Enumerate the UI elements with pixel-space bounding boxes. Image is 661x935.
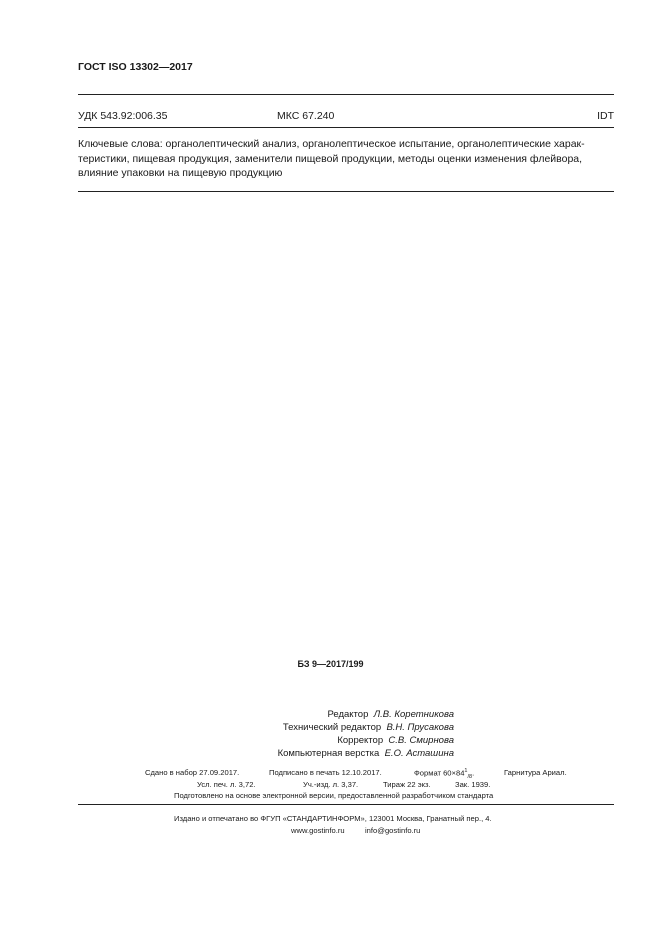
format-sub: /8 xyxy=(467,774,473,781)
imprint-print-sheets: Усл. печ. л. 3,72. xyxy=(197,780,256,789)
udk-code: УДК 543.92:006.35 xyxy=(78,110,168,122)
standard-title: ГОСТ ISO 13302—2017 xyxy=(78,61,193,73)
credit-editor xyxy=(200,708,454,721)
credit-name: В.Н. Прусакова xyxy=(386,722,454,733)
credit-role: Корректор xyxy=(337,735,384,746)
imprint-divider xyxy=(78,804,614,805)
credit-tech-editor xyxy=(200,721,454,734)
credits-block xyxy=(200,708,454,760)
keywords-divider xyxy=(78,191,614,192)
bz-number: БЗ 9—2017/199 xyxy=(297,659,364,669)
publisher-website[interactable]: www.gostinfo.ru xyxy=(291,826,345,835)
keywords-line: Ключевые слова: органолептический анализ, органолептическое испытание, органолептические харак- xyxy=(78,138,585,150)
imprint-signed: Подписано в печать 12.10.2017. xyxy=(269,768,382,777)
publisher-email[interactable]: info@gostinfo.ru xyxy=(365,826,421,835)
meta-divider xyxy=(78,127,614,128)
credit-role: Редактор xyxy=(327,709,369,720)
imprint-prepared: Подготовлено на основе электронной версии, предоставленной разработчиком стандарта xyxy=(174,791,494,800)
keywords-line: влияние упаковки на пищевую продукцию xyxy=(78,167,283,179)
keywords-block xyxy=(78,137,614,181)
credit-name: Л.В. Коретникова xyxy=(373,709,454,720)
credit-layout xyxy=(200,747,454,760)
format-sup: 1 xyxy=(464,768,468,774)
idt-label: IDT xyxy=(597,110,614,122)
imprint-format xyxy=(414,768,474,780)
top-divider xyxy=(78,94,614,95)
credit-role: Компьютерная верстка xyxy=(277,748,380,759)
mks-code: МКС 67.240 xyxy=(277,110,335,122)
format-prefix: Формат 60×84 xyxy=(414,768,465,778)
imprint-order: Зак. 1939. xyxy=(455,780,491,789)
imprint-typeface: Гарнитура Ариал. xyxy=(504,768,567,777)
credit-proofreader xyxy=(200,734,454,747)
imprint-circulation: Тираж 22 экз. xyxy=(383,780,431,789)
keywords-line: теристики, пищевая продукция, заменители пищевой продукции, методы оценки изменения флейвора, xyxy=(78,152,583,165)
credit-role: Технический редактор xyxy=(282,722,382,733)
imprint-pub-sheets: Уч.-изд. л. 3,37. xyxy=(303,780,359,789)
credit-name: Е.О. Асташина xyxy=(384,748,454,759)
publisher-line: Издано и отпечатано во ФГУП «СТАНДАРТИНФОРМ», 123001 Москва, Гранатный пер., 4. xyxy=(174,814,492,823)
credit-name: С.В. Смирнова xyxy=(388,735,454,746)
imprint-sent: Сдано в набор 27.09.2017. xyxy=(145,768,240,777)
format-suffix: . xyxy=(472,768,475,778)
